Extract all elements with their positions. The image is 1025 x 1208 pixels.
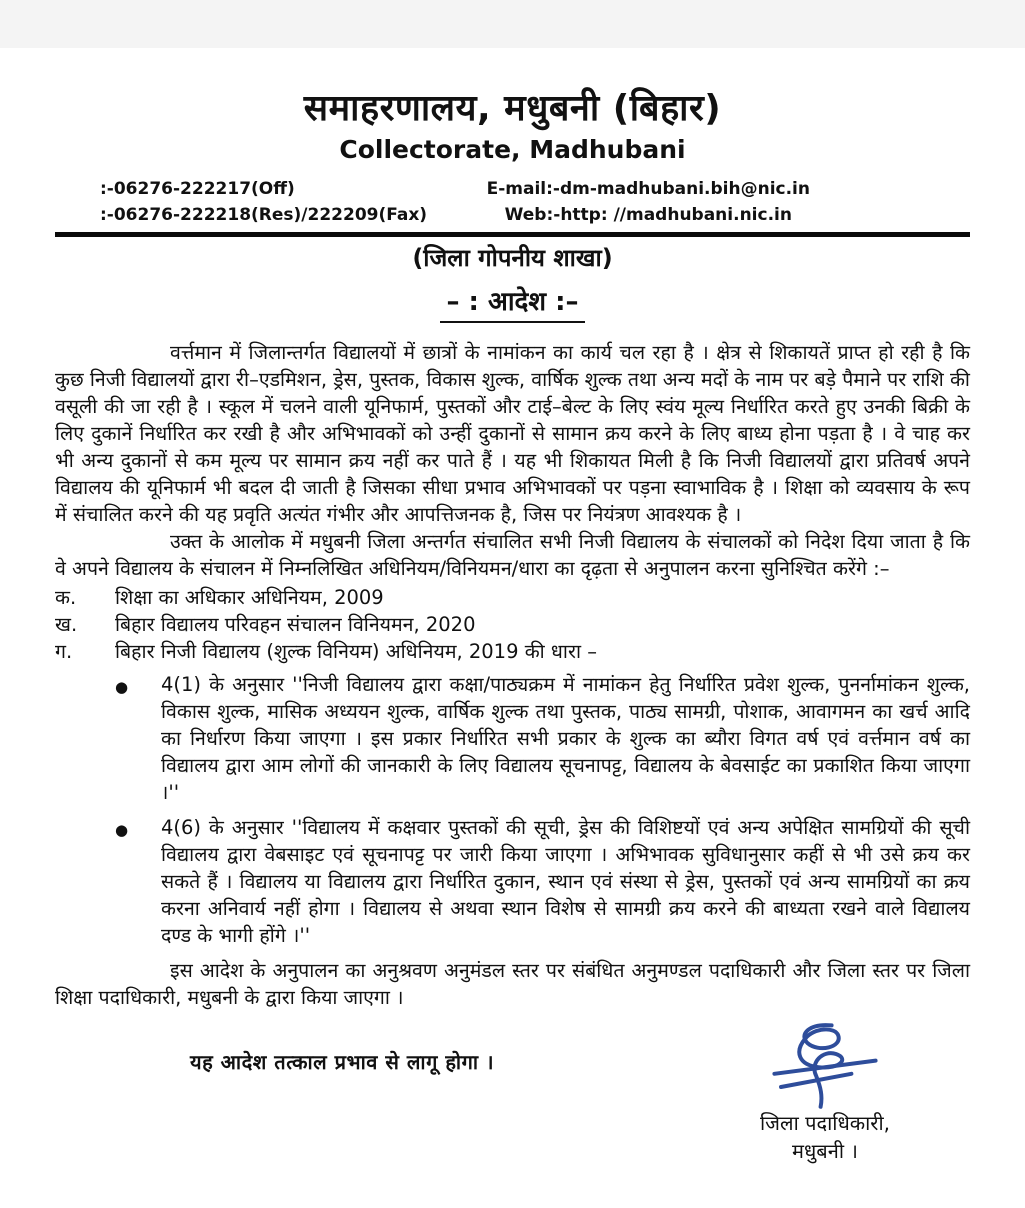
bullet-item-4-1 bbox=[115, 671, 970, 806]
branch-name: (जिला गोपनीय शाखा) bbox=[412, 244, 613, 272]
email-address: E-mail:-dm-madhubani.bih@nic.in bbox=[486, 179, 810, 199]
letter-body bbox=[0, 82, 1025, 1165]
list-item-label: क. bbox=[55, 586, 77, 609]
closing-row bbox=[55, 1021, 970, 1165]
acts-list bbox=[55, 584, 970, 665]
bullet-text: 4(6) के अनुसार ''विद्यालय में कक्षवार पुस्तकों की सूची, ड्रेस की विशिष्टयों एवं अन्य अपेक्षित सामग्रियों की सूची विद्यालय द्वारा वेबसाइट एवं सूचनापट्ट पर जारी किया जाएगा । अभिभावक सुविधानुसार कहीं से भी उसे क्रय कर सकते हैं । विद्यालय या विद्यालय द्वारा निर्धारित दुकान, स्थान एवं संस्था से ड्रेस, पुस्तकों एवं अन्य सामग्रियों का क्रय करना अनिवार्य नहीं होगा । विद्यालय से अथवा स्थान विशेष से सामग्री क्रय करने की बाध्यता रखने वाले विद्यालय दण्ड के भागी होंगे ।'' bbox=[161, 816, 970, 947]
signature-block bbox=[720, 1021, 970, 1165]
office-title-hindi: समाहरणालय, मधुबनी (बिहार) bbox=[303, 88, 722, 129]
paragraph-complaints: वर्त्तमान में जिलान्तर्गत विद्यालयों में छात्रों के नामांकन का कार्य चल रहा है । क्षेत्र से शिकायतें प्राप्त हो रही है कि कुछ निजी विद्यालयों द्वारा री–एडमिशन, ड्रेस, पुस्तक, विकास शुल्क, वार्षिक शुल्क तथा अन्य मदों के नाम पर बड़े पैमाने पर राशि की वसूली की जा रही है । स्कूल में चलने वाली यूनिफार्म, पुस्तकों और टाई–बेल्ट के लिए स्वंय मूल्य निर्धारित करते हुए उनकी बिक्री के लिए दुकानें निर्धारित कर रखी है और अभिभावकों को उन्हीं दुकानों से सामान क्रय करने के लिए बाध्य होना पड़ता है । वे चाह कर भी अन्य दुकानों से कम मूल्य पर सामान क्रय नहीं कर पाते हैं । यह भी शिकायत मिली है कि निजी विद्यालयों द्वारा प्रतिवर्ष अपने विद्यालय की यूनिफार्म भी बदल दी जाती है जिसका सीधा प्रभाव अभिभावकों पर पड़ना स्वाभाविक है । शिक्षा को व्यवसाय के रूप में संचालित करने की यह प्रवृति अत्यंत गंभीर और आपत्तिजनक है, जिस पर नियंत्रण आवश्यक है । bbox=[55, 341, 970, 526]
list-item-text: बिहार निजी विद्यालय (शुल्क विनियम) अधिनियम, 2019 की धारा – bbox=[115, 640, 597, 663]
list-item-text: बिहार विद्यालय परिवहन संचालन विनियमन, 2020 bbox=[115, 613, 476, 636]
signatory-designation: जिला पदाधिकारी, bbox=[759, 1111, 890, 1135]
website-address: Web:-http: //madhubani.nic.in bbox=[504, 205, 792, 225]
bullet-item-4-6 bbox=[115, 814, 970, 949]
web-column bbox=[487, 176, 960, 228]
bullet-text: 4(1) के अनुसार ''निजी विद्यालय द्वारा कक्षा/पाठ्यक्रम में नामांकन हेतु निर्धारित प्रवेश शुल्क, पुनर्नामांकन शुल्क, विकास शुल्क, मासिक अध्ययन शुल्क, वार्षिक शुल्क तथा पुस्तक, पाठ्य सामग्री, पोशाक, आवागमन का खर्च आदि का निर्धारण किया जाएगा । इस प्रकार निर्धारित सभी प्रकार के शुल्क का ब्यौरा विगत वर्ष एवं वर्त्तमान वर्ष का विद्यालय द्वारा आम लोगों की जानकारी के लिए विद्यालय सूचनापट्ट, विद्यालय के बेवसाईट का प्रकाशित किया जाएगा ।'' bbox=[161, 673, 970, 804]
phone-column bbox=[100, 176, 427, 228]
order-heading: – : आदेश :– bbox=[440, 282, 584, 323]
office-title-english: Collectorate, Madhubani bbox=[339, 135, 686, 164]
list-item bbox=[55, 611, 970, 638]
list-item-label: ग. bbox=[55, 640, 73, 663]
bullet-icon: ● bbox=[115, 821, 129, 839]
list-item-label: ख. bbox=[55, 613, 78, 636]
contact-block bbox=[55, 176, 970, 228]
signatory-place: मधुबनी । bbox=[792, 1139, 858, 1163]
header-divider bbox=[55, 232, 970, 237]
list-item bbox=[55, 638, 970, 665]
signature-scribble-icon bbox=[770, 1021, 880, 1109]
paragraph-directive: उक्त के आलोक में मधुबनी जिला अन्तर्गत संचालित सभी निजी विद्यालय के संचालकों को निदेश दिया जाता है कि वे अपने विद्यालय के संचालन में निम्नलिखित अधिनियम/विनियमन/धारा का दृढ़ता से अनुपालन करना सुनिश्चित करेंगे :– bbox=[55, 530, 970, 580]
order-text bbox=[55, 339, 970, 1165]
list-item-text: शिक्षा का अधिकार अधिनियम, 2009 bbox=[115, 586, 384, 609]
effective-immediately-line: यह आदेश तत्काल प्रभाव से लागू होगा । bbox=[190, 1050, 495, 1074]
top-gray-bar bbox=[0, 0, 1025, 48]
sections-bullet-list bbox=[55, 671, 970, 949]
paragraph-monitoring: इस आदेश के अनुपालन का अनुश्रवण अनुमंडल स्तर पर संबंधित अनुमण्डल पदाधिकारी और जिला स्तर पर जिला शिक्षा पदाधिकारी, मधुबनी के द्वारा किया जाएगा । bbox=[55, 959, 970, 1009]
phone-office: :-06276-222217(Off) bbox=[100, 179, 295, 199]
phone-residence-fax: :-06276-222218(Res)/222209(Fax) bbox=[100, 205, 428, 225]
order-heading-wrap bbox=[55, 282, 970, 323]
list-item bbox=[55, 584, 970, 611]
bullet-icon: ● bbox=[115, 678, 129, 696]
